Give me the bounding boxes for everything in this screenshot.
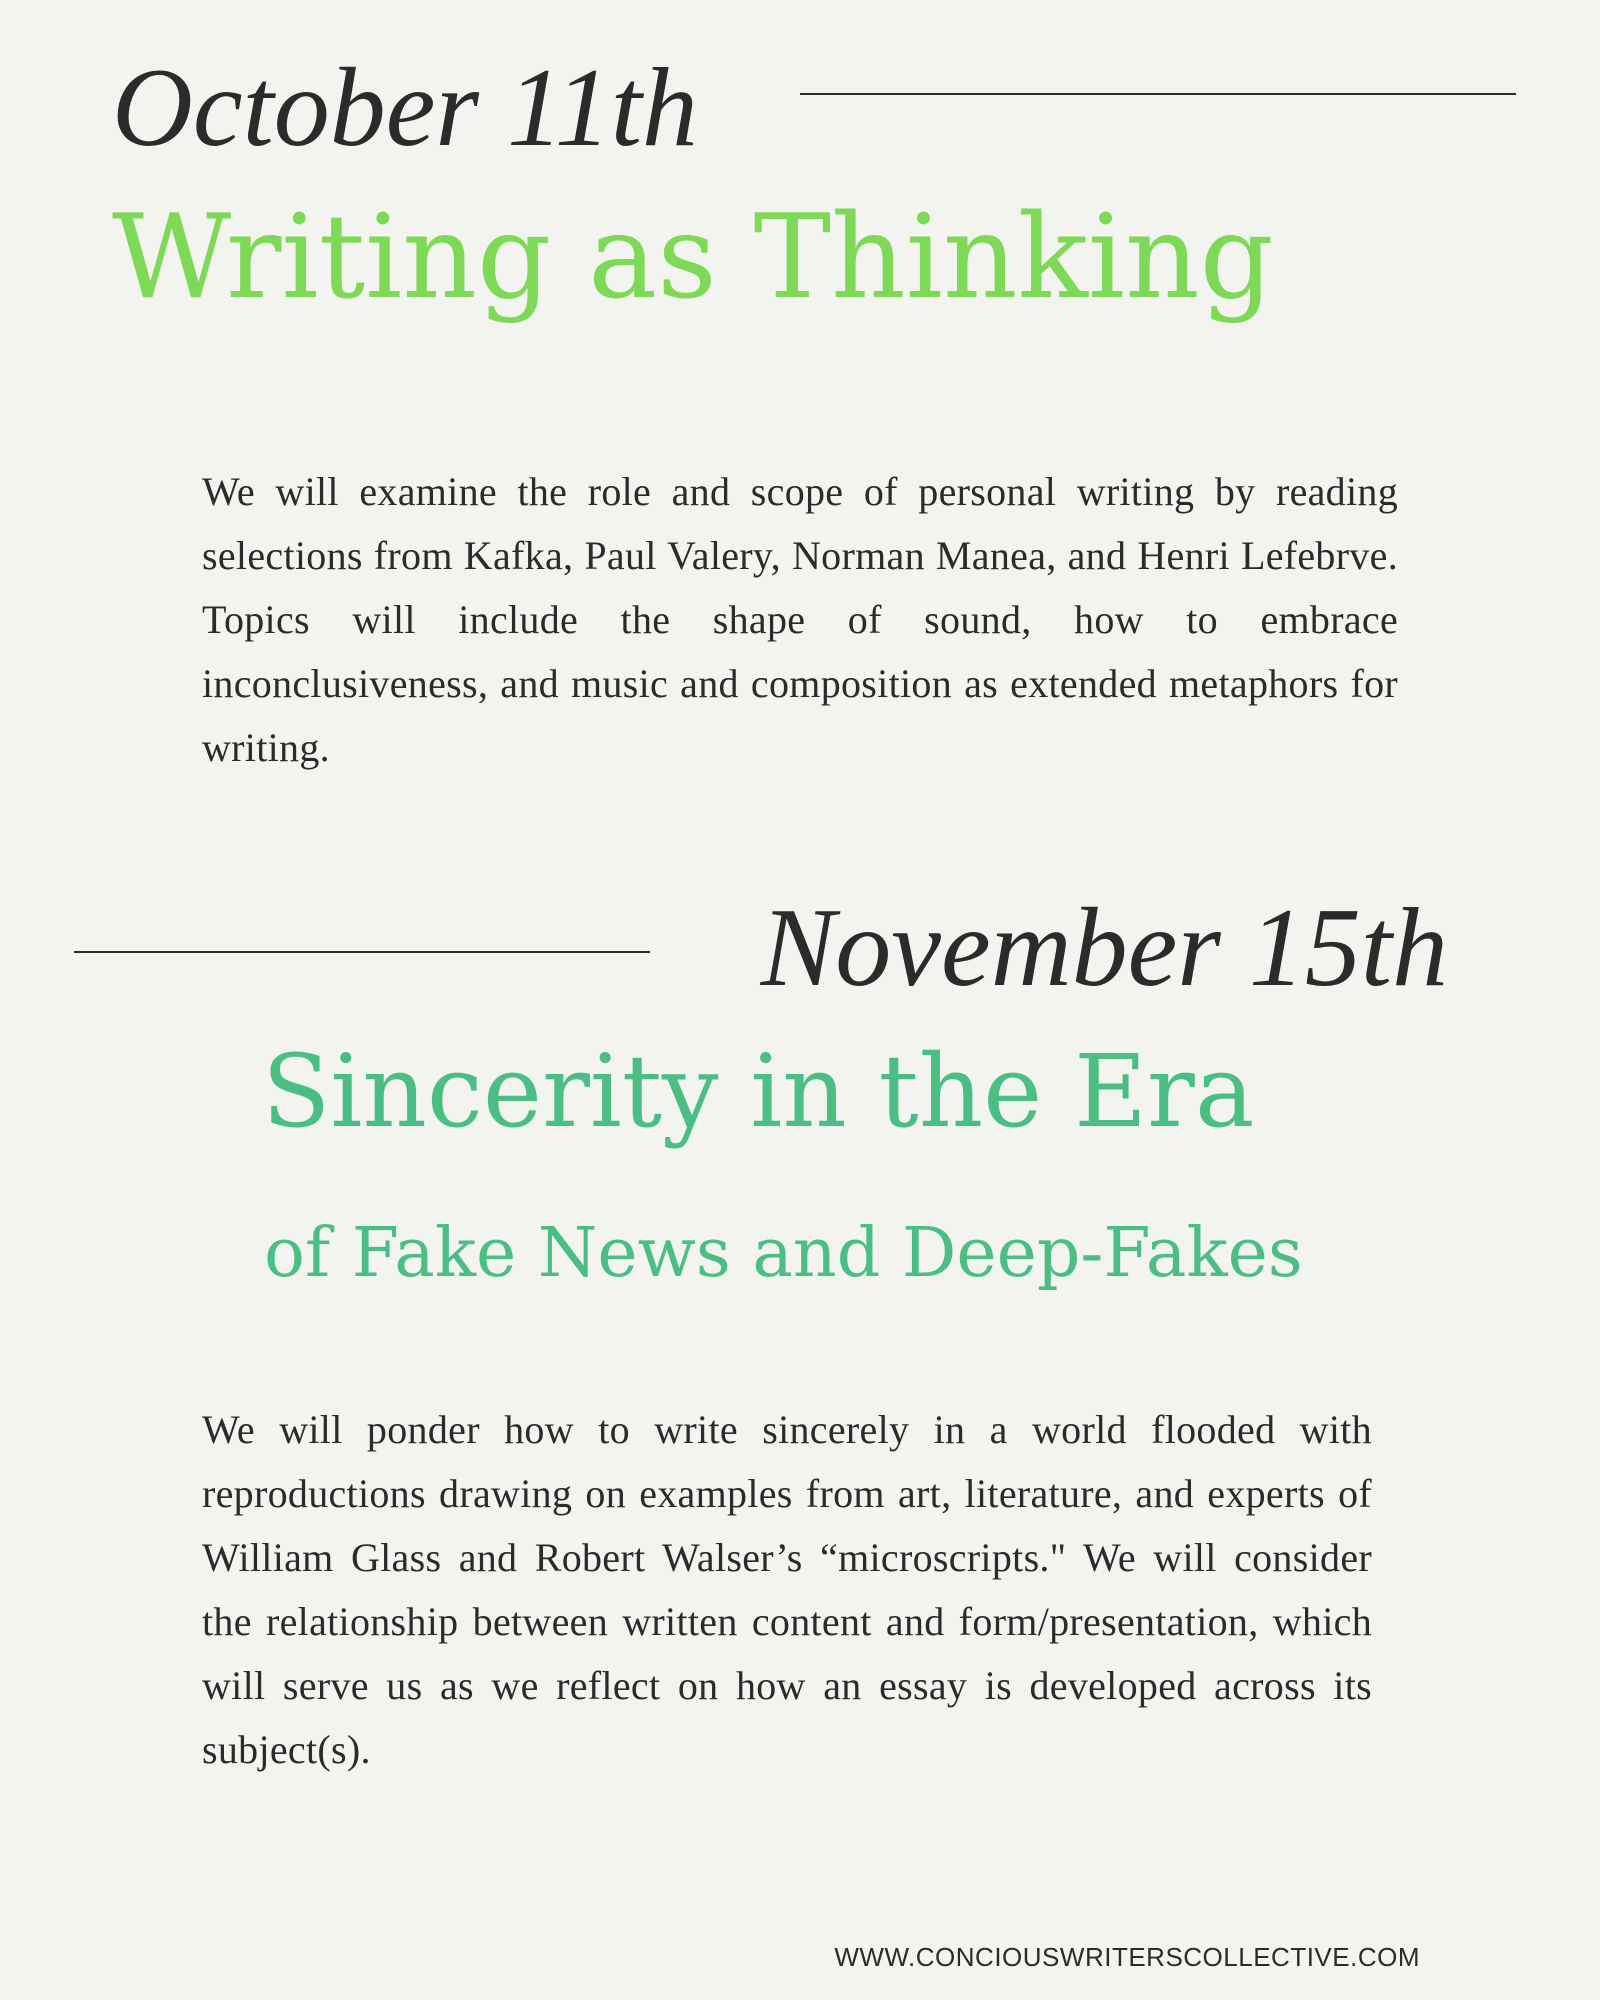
section1-description: We will examine the role and scope of personal writing by reading selections from Kafka, Paul Valery, Norman Manea, and Henri Lefebrve. Topics will include the shape of sound, how to embrace inconclusiveness, and music and composition as extended metaphors for writing. — [202, 469, 1398, 770]
section2-divider — [74, 951, 650, 953]
section1-divider — [800, 93, 1516, 95]
section2-description: We will ponder how to write sincerely in a world flooded with reproductions drawing on examples from art, literature, and experts of William Glass and Robert Walser’s “microscripts." We will consider the relationship between written content and form/presentation, which will serve us as we reflect on how an essay is developed across its subject(s). — [202, 1407, 1372, 1772]
section2-date: November 15th — [760, 886, 1448, 1010]
section1-title: Writing as Thinking — [112, 190, 1274, 325]
section2-title-line2: of Fake News and Deep-Fakes — [264, 1214, 1303, 1293]
section2-title-line1: Sincerity in the Era — [262, 1033, 1255, 1150]
website-url: WWW.CONCIOUSWRITERSCOLLECTIVE.COM — [834, 1942, 1420, 1972]
section1-date: October 11th — [112, 46, 698, 170]
